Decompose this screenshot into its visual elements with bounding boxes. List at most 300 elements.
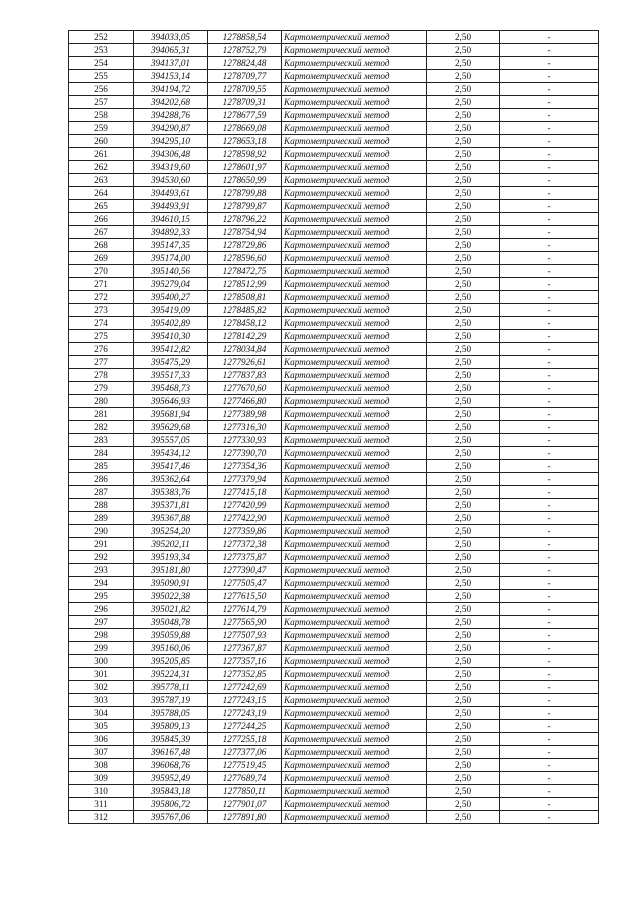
description-cell: -	[500, 330, 599, 343]
x-coordinate-cell: 395140,56	[134, 265, 208, 278]
description-cell: -	[500, 460, 599, 473]
point-number-cell: 274	[69, 317, 134, 330]
precision-cell: 2,50	[427, 278, 500, 291]
description-cell: -	[500, 434, 599, 447]
point-number-cell: 265	[69, 200, 134, 213]
x-coordinate-cell: 395048,78	[134, 616, 208, 629]
method-cell: Картометрический метод	[282, 278, 427, 291]
y-coordinate-cell: 1277670,60	[208, 382, 282, 395]
method-cell: Картометрический метод	[282, 213, 427, 226]
point-number-cell: 303	[69, 694, 134, 707]
x-coordinate-cell: 395557,05	[134, 434, 208, 447]
y-coordinate-cell: 1278709,31	[208, 96, 282, 109]
method-cell: Картометрический метод	[282, 343, 427, 356]
point-number-cell: 261	[69, 148, 134, 161]
x-coordinate-cell: 395787,19	[134, 694, 208, 707]
y-coordinate-cell: 1277926,61	[208, 356, 282, 369]
description-cell: -	[500, 343, 599, 356]
description-cell: -	[500, 772, 599, 785]
precision-cell: 2,50	[427, 252, 500, 265]
table-row	[69, 473, 599, 486]
method-cell: Картометрический метод	[282, 356, 427, 369]
description-cell: -	[500, 174, 599, 187]
table-row	[69, 252, 599, 265]
x-coordinate-cell: 395193,34	[134, 551, 208, 564]
precision-cell: 2,50	[427, 122, 500, 135]
point-number-cell: 287	[69, 486, 134, 499]
y-coordinate-cell: 1277689,74	[208, 772, 282, 785]
point-number-cell: 256	[69, 83, 134, 96]
description-cell: -	[500, 70, 599, 83]
description-cell: -	[500, 694, 599, 707]
point-number-cell: 298	[69, 629, 134, 642]
x-coordinate-cell: 395845,39	[134, 733, 208, 746]
table-row	[69, 109, 599, 122]
description-cell: -	[500, 447, 599, 460]
x-coordinate-cell: 394202,68	[134, 96, 208, 109]
description-cell: -	[500, 681, 599, 694]
table-row	[69, 603, 599, 616]
point-number-cell: 278	[69, 369, 134, 382]
x-coordinate-cell: 394892,33	[134, 226, 208, 239]
description-cell: -	[500, 512, 599, 525]
y-coordinate-cell: 1277420,99	[208, 499, 282, 512]
x-coordinate-cell: 394153,14	[134, 70, 208, 83]
table-row	[69, 447, 599, 460]
table-row	[69, 525, 599, 538]
y-coordinate-cell: 1277316,30	[208, 421, 282, 434]
precision-cell: 2,50	[427, 733, 500, 746]
y-coordinate-cell: 1278799,87	[208, 200, 282, 213]
x-coordinate-cell: 395417,46	[134, 460, 208, 473]
description-cell: -	[500, 733, 599, 746]
method-cell: Картометрический метод	[282, 616, 427, 629]
point-number-cell: 264	[69, 187, 134, 200]
y-coordinate-cell: 1277389,98	[208, 408, 282, 421]
point-number-cell: 312	[69, 811, 134, 824]
y-coordinate-cell: 1277565,90	[208, 616, 282, 629]
x-coordinate-cell: 395022,38	[134, 590, 208, 603]
x-coordinate-cell: 395362,64	[134, 473, 208, 486]
x-coordinate-cell: 395646,93	[134, 395, 208, 408]
x-coordinate-cell: 394137,01	[134, 57, 208, 70]
precision-cell: 2,50	[427, 148, 500, 161]
precision-cell: 2,50	[427, 785, 500, 798]
table-row	[69, 291, 599, 304]
x-coordinate-cell: 395402,89	[134, 317, 208, 330]
point-number-cell: 296	[69, 603, 134, 616]
precision-cell: 2,50	[427, 265, 500, 278]
y-coordinate-cell: 1278824,48	[208, 57, 282, 70]
method-cell: Картометрический метод	[282, 434, 427, 447]
description-cell: -	[500, 473, 599, 486]
table-row	[69, 564, 599, 577]
point-number-cell: 269	[69, 252, 134, 265]
y-coordinate-cell: 1278799,88	[208, 187, 282, 200]
method-cell: Картометрический метод	[282, 499, 427, 512]
point-number-cell: 284	[69, 447, 134, 460]
description-cell: -	[500, 96, 599, 109]
y-coordinate-cell: 1277352,85	[208, 668, 282, 681]
point-number-cell: 307	[69, 746, 134, 759]
y-coordinate-cell: 1277359,86	[208, 525, 282, 538]
document-page	[68, 30, 598, 824]
x-coordinate-cell: 394295,10	[134, 135, 208, 148]
table-row	[69, 629, 599, 642]
y-coordinate-cell: 1277891,80	[208, 811, 282, 824]
precision-cell: 2,50	[427, 356, 500, 369]
y-coordinate-cell: 1278858,54	[208, 31, 282, 44]
precision-cell: 2,50	[427, 317, 500, 330]
point-number-cell: 277	[69, 356, 134, 369]
y-coordinate-cell: 1277372,38	[208, 538, 282, 551]
point-number-cell: 268	[69, 239, 134, 252]
method-cell: Картометрический метод	[282, 317, 427, 330]
description-cell: -	[500, 551, 599, 564]
y-coordinate-cell: 1277367,87	[208, 642, 282, 655]
y-coordinate-cell: 1277901,07	[208, 798, 282, 811]
y-coordinate-cell: 1278508,81	[208, 291, 282, 304]
point-number-cell: 252	[69, 31, 134, 44]
description-cell: -	[500, 57, 599, 70]
point-number-cell: 285	[69, 460, 134, 473]
x-coordinate-cell: 395174,00	[134, 252, 208, 265]
y-coordinate-cell: 1278596,60	[208, 252, 282, 265]
table-row	[69, 265, 599, 278]
description-cell: -	[500, 603, 599, 616]
y-coordinate-cell: 1277354,36	[208, 460, 282, 473]
precision-cell: 2,50	[427, 746, 500, 759]
method-cell: Картометрический метод	[282, 694, 427, 707]
description-cell: -	[500, 668, 599, 681]
method-cell: Картометрический метод	[282, 512, 427, 525]
description-cell: -	[500, 122, 599, 135]
precision-cell: 2,50	[427, 707, 500, 720]
point-number-cell: 257	[69, 96, 134, 109]
description-cell: -	[500, 252, 599, 265]
description-cell: -	[500, 642, 599, 655]
x-coordinate-cell: 395788,05	[134, 707, 208, 720]
x-coordinate-cell: 395517,33	[134, 369, 208, 382]
point-number-cell: 293	[69, 564, 134, 577]
point-number-cell: 288	[69, 499, 134, 512]
description-cell: -	[500, 746, 599, 759]
x-coordinate-cell: 395681,94	[134, 408, 208, 421]
method-cell: Картометрический метод	[282, 564, 427, 577]
table-row	[69, 434, 599, 447]
y-coordinate-cell: 1278472,75	[208, 265, 282, 278]
y-coordinate-cell: 1277505,47	[208, 577, 282, 590]
x-coordinate-cell: 394530,60	[134, 174, 208, 187]
x-coordinate-cell: 394290,87	[134, 122, 208, 135]
y-coordinate-cell: 1277379,94	[208, 473, 282, 486]
description-cell: -	[500, 317, 599, 330]
method-cell: Картометрический метод	[282, 239, 427, 252]
description-cell: -	[500, 148, 599, 161]
x-coordinate-cell: 395434,12	[134, 447, 208, 460]
point-number-cell: 292	[69, 551, 134, 564]
y-coordinate-cell: 1278601,97	[208, 161, 282, 174]
x-coordinate-cell: 394493,61	[134, 187, 208, 200]
y-coordinate-cell: 1277242,69	[208, 681, 282, 694]
point-number-cell: 295	[69, 590, 134, 603]
point-number-cell: 291	[69, 538, 134, 551]
y-coordinate-cell: 1278729,86	[208, 239, 282, 252]
x-coordinate-cell: 395629,68	[134, 421, 208, 434]
precision-cell: 2,50	[427, 174, 500, 187]
y-coordinate-cell: 1278754,94	[208, 226, 282, 239]
method-cell: Картометрический метод	[282, 330, 427, 343]
point-number-cell: 294	[69, 577, 134, 590]
description-cell: -	[500, 200, 599, 213]
table-row	[69, 213, 599, 226]
y-coordinate-cell: 1277244,25	[208, 720, 282, 733]
y-coordinate-cell: 1278458,12	[208, 317, 282, 330]
point-number-cell: 281	[69, 408, 134, 421]
precision-cell: 2,50	[427, 694, 500, 707]
y-coordinate-cell: 1278709,77	[208, 70, 282, 83]
precision-cell: 2,50	[427, 96, 500, 109]
x-coordinate-cell: 395412,82	[134, 343, 208, 356]
method-cell: Картометрический метод	[282, 525, 427, 538]
precision-cell: 2,50	[427, 447, 500, 460]
point-number-cell: 282	[69, 421, 134, 434]
x-coordinate-cell: 394319,60	[134, 161, 208, 174]
x-coordinate-cell: 395279,04	[134, 278, 208, 291]
table-row	[69, 798, 599, 811]
precision-cell: 2,50	[427, 200, 500, 213]
y-coordinate-cell: 1278796,22	[208, 213, 282, 226]
y-coordinate-cell: 1277377,06	[208, 746, 282, 759]
method-cell: Картометрический метод	[282, 369, 427, 382]
precision-cell: 2,50	[427, 577, 500, 590]
description-cell: -	[500, 655, 599, 668]
table-row	[69, 538, 599, 551]
description-cell: -	[500, 564, 599, 577]
x-coordinate-cell: 395410,30	[134, 330, 208, 343]
x-coordinate-cell: 395952,49	[134, 772, 208, 785]
precision-cell: 2,50	[427, 460, 500, 473]
table-row	[69, 174, 599, 187]
point-number-cell: 305	[69, 720, 134, 733]
method-cell: Картометрический метод	[282, 109, 427, 122]
x-coordinate-cell: 395202,11	[134, 538, 208, 551]
coordinates-table	[68, 30, 599, 824]
method-cell: Картометрический метод	[282, 655, 427, 668]
precision-cell: 2,50	[427, 239, 500, 252]
x-coordinate-cell: 394306,48	[134, 148, 208, 161]
point-number-cell: 283	[69, 434, 134, 447]
point-number-cell: 311	[69, 798, 134, 811]
y-coordinate-cell: 1277375,87	[208, 551, 282, 564]
x-coordinate-cell: 395843,18	[134, 785, 208, 798]
precision-cell: 2,50	[427, 395, 500, 408]
precision-cell: 2,50	[427, 720, 500, 733]
precision-cell: 2,50	[427, 434, 500, 447]
description-cell: -	[500, 720, 599, 733]
table-row	[69, 733, 599, 746]
table-row	[69, 759, 599, 772]
table-row	[69, 616, 599, 629]
table-row	[69, 486, 599, 499]
point-number-cell: 266	[69, 213, 134, 226]
table-row	[69, 70, 599, 83]
method-cell: Картометрический метод	[282, 57, 427, 70]
y-coordinate-cell: 1277390,70	[208, 447, 282, 460]
table-row	[69, 395, 599, 408]
method-cell: Картометрический метод	[282, 31, 427, 44]
precision-cell: 2,50	[427, 564, 500, 577]
precision-cell: 2,50	[427, 668, 500, 681]
x-coordinate-cell: 395371,81	[134, 499, 208, 512]
table-row	[69, 577, 599, 590]
table-row	[69, 681, 599, 694]
table-row	[69, 44, 599, 57]
precision-cell: 2,50	[427, 655, 500, 668]
method-cell: Картометрический метод	[282, 473, 427, 486]
precision-cell: 2,50	[427, 551, 500, 564]
description-cell: -	[500, 369, 599, 382]
table-row	[69, 187, 599, 200]
method-cell: Картометрический метод	[282, 785, 427, 798]
method-cell: Картометрический метод	[282, 798, 427, 811]
precision-cell: 2,50	[427, 31, 500, 44]
table-row	[69, 772, 599, 785]
method-cell: Картометрический метод	[282, 603, 427, 616]
description-cell: -	[500, 486, 599, 499]
table-row	[69, 83, 599, 96]
precision-cell: 2,50	[427, 83, 500, 96]
precision-cell: 2,50	[427, 811, 500, 824]
method-cell: Картометрический метод	[282, 135, 427, 148]
description-cell: -	[500, 629, 599, 642]
description-cell: -	[500, 811, 599, 824]
x-coordinate-cell: 394288,76	[134, 109, 208, 122]
x-coordinate-cell: 395160,06	[134, 642, 208, 655]
point-number-cell: 267	[69, 226, 134, 239]
precision-cell: 2,50	[427, 499, 500, 512]
x-coordinate-cell: 395468,73	[134, 382, 208, 395]
method-cell: Картометрический метод	[282, 252, 427, 265]
precision-cell: 2,50	[427, 70, 500, 83]
y-coordinate-cell: 1277837,83	[208, 369, 282, 382]
point-number-cell: 262	[69, 161, 134, 174]
method-cell: Картометрический метод	[282, 447, 427, 460]
precision-cell: 2,50	[427, 512, 500, 525]
precision-cell: 2,50	[427, 44, 500, 57]
y-coordinate-cell: 1278512,99	[208, 278, 282, 291]
x-coordinate-cell: 395021,82	[134, 603, 208, 616]
precision-cell: 2,50	[427, 603, 500, 616]
table-row	[69, 720, 599, 733]
point-number-cell: 290	[69, 525, 134, 538]
method-cell: Картометрический метод	[282, 161, 427, 174]
table-row	[69, 746, 599, 759]
method-cell: Картометрический метод	[282, 642, 427, 655]
y-coordinate-cell: 1277519,45	[208, 759, 282, 772]
precision-cell: 2,50	[427, 525, 500, 538]
precision-cell: 2,50	[427, 161, 500, 174]
coordinates-table-body	[69, 31, 599, 824]
table-row	[69, 707, 599, 720]
table-row	[69, 668, 599, 681]
x-coordinate-cell: 394194,72	[134, 83, 208, 96]
description-cell: -	[500, 187, 599, 200]
precision-cell: 2,50	[427, 538, 500, 551]
table-row	[69, 421, 599, 434]
x-coordinate-cell: 395475,29	[134, 356, 208, 369]
precision-cell: 2,50	[427, 213, 500, 226]
y-coordinate-cell: 1278669,08	[208, 122, 282, 135]
method-cell: Картометрический метод	[282, 629, 427, 642]
precision-cell: 2,50	[427, 642, 500, 655]
x-coordinate-cell: 395224,31	[134, 668, 208, 681]
table-row	[69, 226, 599, 239]
y-coordinate-cell: 1277415,18	[208, 486, 282, 499]
description-cell: -	[500, 278, 599, 291]
table-row	[69, 200, 599, 213]
method-cell: Картометрический метод	[282, 759, 427, 772]
x-coordinate-cell: 395767,06	[134, 811, 208, 824]
table-row	[69, 811, 599, 824]
x-coordinate-cell: 395383,76	[134, 486, 208, 499]
y-coordinate-cell: 1277390,47	[208, 564, 282, 577]
point-number-cell: 259	[69, 122, 134, 135]
y-coordinate-cell: 1278653,18	[208, 135, 282, 148]
method-cell: Картометрический метод	[282, 421, 427, 434]
y-coordinate-cell: 1278650,99	[208, 174, 282, 187]
table-row	[69, 304, 599, 317]
method-cell: Картометрический метод	[282, 590, 427, 603]
point-number-cell: 310	[69, 785, 134, 798]
description-cell: -	[500, 577, 599, 590]
x-coordinate-cell: 395809,13	[134, 720, 208, 733]
precision-cell: 2,50	[427, 382, 500, 395]
method-cell: Картометрический метод	[282, 96, 427, 109]
method-cell: Картометрический метод	[282, 187, 427, 200]
table-row	[69, 343, 599, 356]
table-row	[69, 382, 599, 395]
point-number-cell: 280	[69, 395, 134, 408]
method-cell: Картометрический метод	[282, 122, 427, 135]
point-number-cell: 260	[69, 135, 134, 148]
precision-cell: 2,50	[427, 486, 500, 499]
precision-cell: 2,50	[427, 187, 500, 200]
description-cell: -	[500, 759, 599, 772]
y-coordinate-cell: 1277850,11	[208, 785, 282, 798]
method-cell: Картометрический метод	[282, 577, 427, 590]
y-coordinate-cell: 1278677,59	[208, 109, 282, 122]
x-coordinate-cell: 395090,91	[134, 577, 208, 590]
table-row	[69, 135, 599, 148]
table-row	[69, 31, 599, 44]
precision-cell: 2,50	[427, 330, 500, 343]
point-number-cell: 279	[69, 382, 134, 395]
y-coordinate-cell: 1277507,93	[208, 629, 282, 642]
point-number-cell: 299	[69, 642, 134, 655]
table-row	[69, 785, 599, 798]
description-cell: -	[500, 31, 599, 44]
precision-cell: 2,50	[427, 590, 500, 603]
precision-cell: 2,50	[427, 629, 500, 642]
x-coordinate-cell: 394065,31	[134, 44, 208, 57]
method-cell: Картометрический метод	[282, 382, 427, 395]
table-row	[69, 317, 599, 330]
precision-cell: 2,50	[427, 291, 500, 304]
x-coordinate-cell: 395147,35	[134, 239, 208, 252]
description-cell: -	[500, 44, 599, 57]
table-row	[69, 148, 599, 161]
